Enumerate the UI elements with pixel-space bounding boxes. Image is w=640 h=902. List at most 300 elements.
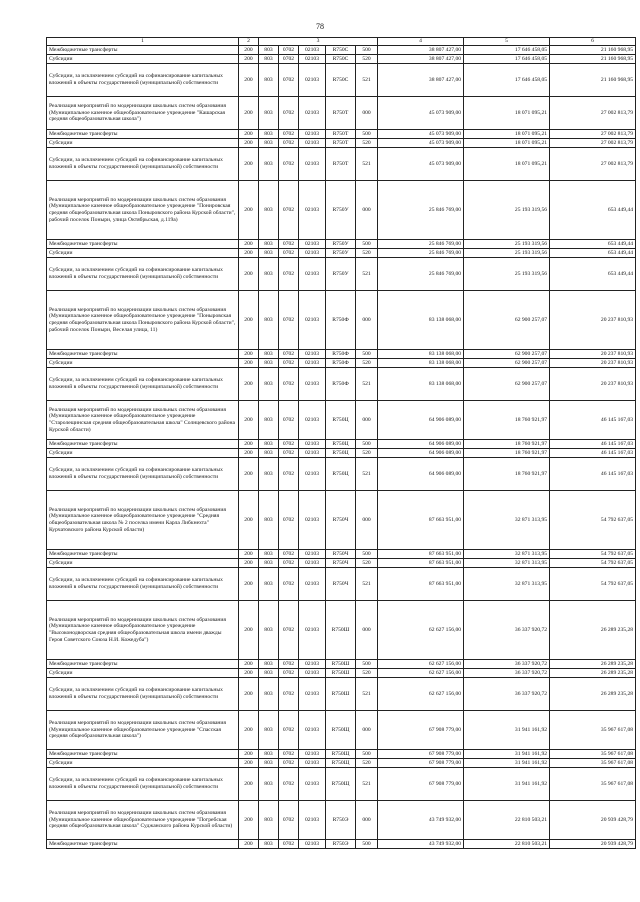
- amount-cell: 20 237 810,93: [550, 350, 636, 359]
- code-cell: 0702: [279, 55, 299, 64]
- amount-cell: 27 002 813,79: [550, 148, 636, 181]
- code-cell: 200: [239, 139, 259, 148]
- amount-cell: 46 145 167,03: [550, 401, 636, 440]
- amount-cell: 27 002 813,79: [550, 139, 636, 148]
- code-cell: 02103: [299, 759, 326, 768]
- code-cell: 0702: [279, 678, 299, 711]
- amount-cell: 35 967 617,08: [550, 759, 636, 768]
- code-cell: 02103: [299, 350, 326, 359]
- code-cell: 803: [259, 401, 279, 440]
- row-name-cell: Субсидии, за исключением субсидий на софинансирование капитальных вложений в объекты государственной (муниципальной) собственности: [47, 458, 239, 491]
- row-name-cell: Межбюджетные трансферты: [47, 660, 239, 669]
- code-cell: R750Ф: [326, 359, 356, 368]
- code-cell: R750Щ: [326, 750, 356, 759]
- code-cell: R750Э: [326, 801, 356, 840]
- amount-cell: 22 810 503,21: [464, 840, 550, 849]
- code-cell: 02103: [299, 249, 326, 258]
- amount-cell: 25 193 319,56: [464, 249, 550, 258]
- code-cell: R750Ф: [326, 291, 356, 350]
- row-name-cell: Межбюджетные трансферты: [47, 840, 239, 849]
- amount-cell: 46 145 167,03: [550, 449, 636, 458]
- code-cell: 0702: [279, 601, 299, 660]
- code-cell: 0702: [279, 440, 299, 449]
- code-cell: 200: [239, 660, 259, 669]
- row-name-cell: Субсидии, за исключением субсидий на софинансирование капитальных вложений в объекты государственной (муниципальной) собственности: [47, 148, 239, 181]
- code-cell: 803: [259, 46, 279, 55]
- code-cell: 520: [356, 669, 378, 678]
- amount-cell: 62 627 156,00: [378, 678, 464, 711]
- code-cell: 200: [239, 130, 259, 139]
- amount-cell: 64 906 089,00: [378, 401, 464, 440]
- code-cell: 02103: [299, 148, 326, 181]
- amount-cell: 62 627 156,00: [378, 601, 464, 660]
- amount-cell: 43 749 932,00: [378, 801, 464, 840]
- code-cell: 200: [239, 801, 259, 840]
- amount-cell: 21 160 968,95: [550, 55, 636, 64]
- code-cell: 02103: [299, 678, 326, 711]
- code-cell: 200: [239, 768, 259, 801]
- row-name-cell: Реализация мероприятий по модернизации школьных систем образования (Муниципальное казенное общеобразовательное учреждение "Средняя общеобразовательная школа № 2 поселка имени Карла Либкнехта" Курчатовского района Курской области): [47, 491, 239, 550]
- code-cell: 500: [356, 46, 378, 55]
- amount-cell: 67 908 779,00: [378, 711, 464, 750]
- code-cell: 0702: [279, 240, 299, 249]
- code-cell: 500: [356, 660, 378, 669]
- amount-cell: 653 449,44: [550, 181, 636, 240]
- amount-cell: 31 941 161,92: [464, 759, 550, 768]
- code-cell: 000: [356, 711, 378, 750]
- table-row: [47, 139, 636, 148]
- code-cell: 200: [239, 440, 259, 449]
- code-cell: R750Ш: [326, 601, 356, 660]
- code-cell: R750С: [326, 55, 356, 64]
- amount-cell: 62 627 156,00: [378, 660, 464, 669]
- table-row: [47, 55, 636, 64]
- row-name-cell: Межбюджетные трансферты: [47, 46, 239, 55]
- code-cell: 02103: [299, 491, 326, 550]
- amount-cell: 20 237 810,93: [550, 359, 636, 368]
- amount-cell: 38 807 427,00: [378, 64, 464, 97]
- amount-cell: 20 939 428,79: [550, 801, 636, 840]
- code-cell: 803: [259, 130, 279, 139]
- amount-cell: 18 071 095,21: [464, 130, 550, 139]
- amount-cell: 17 646 458,05: [464, 55, 550, 64]
- table-row: [47, 350, 636, 359]
- table-row: [47, 130, 636, 139]
- table-row: [47, 249, 636, 258]
- row-name-cell: Субсидии, за исключением субсидий на софинансирование капитальных вложений в объекты государственной (муниципальной) собственности: [47, 568, 239, 601]
- code-cell: 500: [356, 240, 378, 249]
- row-name-cell: Субсидии, за исключением субсидий на софинансирование капитальных вложений в объекты государственной (муниципальной) собственности: [47, 258, 239, 291]
- amount-cell: 62 900 257,07: [464, 359, 550, 368]
- header-cell: 2: [239, 38, 259, 46]
- code-cell: 520: [356, 139, 378, 148]
- code-cell: 000: [356, 401, 378, 440]
- row-name-cell: Межбюджетные трансферты: [47, 550, 239, 559]
- table-row: [47, 559, 636, 568]
- code-cell: 02103: [299, 768, 326, 801]
- amount-cell: 653 449,44: [550, 240, 636, 249]
- code-cell: 02103: [299, 97, 326, 130]
- amount-cell: 20 237 810,93: [550, 368, 636, 401]
- code-cell: 0702: [279, 750, 299, 759]
- row-name-cell: Реализация мероприятий по модернизации школьных систем образования (Муниципальное казенное общеобразовательное учреждение "Погребская средняя общеобразовательная школа" Суджанского района Курской области): [47, 801, 239, 840]
- code-cell: 520: [356, 55, 378, 64]
- code-cell: 520: [356, 449, 378, 458]
- code-cell: 0702: [279, 840, 299, 849]
- row-name-cell: Субсидии: [47, 559, 239, 568]
- code-cell: 000: [356, 491, 378, 550]
- amount-cell: 26 289 235,28: [550, 669, 636, 678]
- table-header-row: [47, 38, 636, 46]
- code-cell: 500: [356, 350, 378, 359]
- code-cell: R750У: [326, 258, 356, 291]
- code-cell: 803: [259, 291, 279, 350]
- code-cell: 02103: [299, 258, 326, 291]
- code-cell: 02103: [299, 440, 326, 449]
- code-cell: R750Т: [326, 97, 356, 130]
- row-name-cell: Межбюджетные трансферты: [47, 240, 239, 249]
- table-row: [47, 46, 636, 55]
- code-cell: 200: [239, 240, 259, 249]
- code-cell: 803: [259, 449, 279, 458]
- code-cell: 000: [356, 291, 378, 350]
- code-cell: R750Щ: [326, 768, 356, 801]
- amount-cell: 18 760 921,97: [464, 449, 550, 458]
- code-cell: 02103: [299, 458, 326, 491]
- code-cell: 200: [239, 401, 259, 440]
- code-cell: 0702: [279, 359, 299, 368]
- code-cell: 803: [259, 768, 279, 801]
- code-cell: 02103: [299, 401, 326, 440]
- amount-cell: 32 871 313,95: [464, 559, 550, 568]
- amount-cell: 35 967 617,08: [550, 750, 636, 759]
- code-cell: 0702: [279, 711, 299, 750]
- code-cell: 521: [356, 568, 378, 601]
- amount-cell: 653 449,44: [550, 249, 636, 258]
- code-cell: 200: [239, 258, 259, 291]
- row-name-cell: Субсидии, за исключением субсидий на софинансирование капитальных вложений в объекты государственной (муниципальной) собственности: [47, 368, 239, 401]
- code-cell: R750Щ: [326, 759, 356, 768]
- amount-cell: 62 627 156,00: [378, 669, 464, 678]
- code-cell: 0702: [279, 458, 299, 491]
- code-cell: 200: [239, 291, 259, 350]
- table-row: [47, 458, 636, 491]
- amount-cell: 35 967 617,08: [550, 768, 636, 801]
- code-cell: 500: [356, 840, 378, 849]
- amount-cell: 54 792 637,05: [550, 550, 636, 559]
- code-cell: 200: [239, 350, 259, 359]
- code-cell: 803: [259, 801, 279, 840]
- code-cell: 200: [239, 491, 259, 550]
- code-cell: 200: [239, 750, 259, 759]
- code-cell: 02103: [299, 139, 326, 148]
- amount-cell: 25 846 769,00: [378, 258, 464, 291]
- code-cell: R750Ш: [326, 678, 356, 711]
- amount-cell: 45 073 909,00: [378, 148, 464, 181]
- code-cell: 02103: [299, 750, 326, 759]
- amount-cell: 32 871 313,95: [464, 550, 550, 559]
- code-cell: 0702: [279, 46, 299, 55]
- amount-cell: 27 002 813,79: [550, 97, 636, 130]
- row-name-cell: Межбюджетные трансферты: [47, 130, 239, 139]
- amount-cell: 31 941 161,92: [464, 711, 550, 750]
- code-cell: R750Ц: [326, 449, 356, 458]
- row-name-cell: Реализация мероприятий по модернизации школьных систем образования (Муниципальное казенное общеобразовательное учреждение "Высоконодворская средняя общеобразовательная школа имени дважды Героя Советского Союза Н.И. Кожедуба"): [47, 601, 239, 660]
- amount-cell: 26 289 235,28: [550, 660, 636, 669]
- code-cell: 02103: [299, 601, 326, 660]
- table-row: [47, 258, 636, 291]
- table-row: [47, 401, 636, 440]
- table-row: [47, 768, 636, 801]
- code-cell: 803: [259, 368, 279, 401]
- code-cell: 803: [259, 350, 279, 359]
- code-cell: 803: [259, 359, 279, 368]
- row-name-cell: Субсидии: [47, 359, 239, 368]
- amount-cell: 36 337 920,72: [464, 601, 550, 660]
- code-cell: 500: [356, 440, 378, 449]
- header-cell: 5: [464, 38, 550, 46]
- amount-cell: 20 939 428,79: [550, 840, 636, 849]
- code-cell: 200: [239, 249, 259, 258]
- table-row: [47, 440, 636, 449]
- code-cell: 0702: [279, 660, 299, 669]
- table-row: [47, 359, 636, 368]
- amount-cell: 54 792 637,05: [550, 568, 636, 601]
- code-cell: 0702: [279, 559, 299, 568]
- amount-cell: 67 908 779,00: [378, 759, 464, 768]
- code-cell: 803: [259, 139, 279, 148]
- amount-cell: 38 807 427,00: [378, 46, 464, 55]
- code-cell: 200: [239, 840, 259, 849]
- amount-cell: 21 160 968,95: [550, 64, 636, 97]
- code-cell: 521: [356, 148, 378, 181]
- code-cell: 0702: [279, 249, 299, 258]
- code-cell: 0702: [279, 368, 299, 401]
- code-cell: 02103: [299, 240, 326, 249]
- code-cell: R750Ш: [326, 660, 356, 669]
- code-cell: 0702: [279, 768, 299, 801]
- row-name-cell: Реализация мероприятий по модернизации школьных систем образования (Муниципальное казенное общеобразовательное учреждение "Старолещинская средняя общеобразовательная школа" Солнцевского района Курской области): [47, 401, 239, 440]
- code-cell: 0702: [279, 449, 299, 458]
- code-cell: R750Т: [326, 148, 356, 181]
- code-cell: 02103: [299, 559, 326, 568]
- code-cell: 200: [239, 711, 259, 750]
- amount-cell: 18 071 095,21: [464, 148, 550, 181]
- code-cell: 0702: [279, 258, 299, 291]
- amount-cell: 64 906 089,00: [378, 440, 464, 449]
- row-name-cell: Межбюджетные трансферты: [47, 750, 239, 759]
- code-cell: 02103: [299, 840, 326, 849]
- amount-cell: 25 846 769,00: [378, 181, 464, 240]
- table-row: [47, 759, 636, 768]
- row-name-cell: Субсидии: [47, 449, 239, 458]
- table-row: [47, 491, 636, 550]
- code-cell: 200: [239, 64, 259, 97]
- code-cell: 200: [239, 759, 259, 768]
- code-cell: R750Ч: [326, 491, 356, 550]
- amount-cell: 46 145 167,03: [550, 440, 636, 449]
- amount-cell: 83 138 068,00: [378, 368, 464, 401]
- code-cell: R750Т: [326, 130, 356, 139]
- code-cell: 02103: [299, 368, 326, 401]
- code-cell: R750Ш: [326, 669, 356, 678]
- table-row: [47, 291, 636, 350]
- code-cell: 000: [356, 801, 378, 840]
- code-cell: 521: [356, 64, 378, 97]
- code-cell: 0702: [279, 568, 299, 601]
- row-name-cell: Реализация мероприятий по модернизации школьных систем образования (Муниципальное казенное общеобразовательное учреждение "Спасская средняя общеобразовательная школа"): [47, 711, 239, 750]
- code-cell: R750Э: [326, 840, 356, 849]
- code-cell: 02103: [299, 568, 326, 601]
- code-cell: 02103: [299, 55, 326, 64]
- code-cell: 803: [259, 660, 279, 669]
- row-name-cell: Субсидии: [47, 669, 239, 678]
- amount-cell: 31 941 161,92: [464, 750, 550, 759]
- amount-cell: 32 871 313,95: [464, 568, 550, 601]
- amount-cell: 87 663 951,00: [378, 559, 464, 568]
- code-cell: 0702: [279, 148, 299, 181]
- code-cell: 803: [259, 64, 279, 97]
- code-cell: 02103: [299, 801, 326, 840]
- code-cell: 803: [259, 678, 279, 711]
- code-cell: 803: [259, 559, 279, 568]
- code-cell: 803: [259, 550, 279, 559]
- code-cell: 803: [259, 840, 279, 849]
- amount-cell: 36 337 920,72: [464, 660, 550, 669]
- code-cell: 000: [356, 181, 378, 240]
- amount-cell: 25 193 319,56: [464, 240, 550, 249]
- amount-cell: 83 138 068,00: [378, 359, 464, 368]
- code-cell: R750С: [326, 46, 356, 55]
- code-cell: 02103: [299, 130, 326, 139]
- code-cell: 0702: [279, 801, 299, 840]
- amount-cell: 20 237 810,93: [550, 291, 636, 350]
- amount-cell: 18 760 921,97: [464, 458, 550, 491]
- code-cell: 200: [239, 368, 259, 401]
- amount-cell: 36 337 920,72: [464, 678, 550, 711]
- code-cell: 0702: [279, 759, 299, 768]
- table-row: [47, 368, 636, 401]
- code-cell: 803: [259, 601, 279, 660]
- amount-cell: 27 002 813,79: [550, 130, 636, 139]
- amount-cell: 25 846 769,00: [378, 240, 464, 249]
- amount-cell: 67 908 779,00: [378, 768, 464, 801]
- code-cell: 200: [239, 550, 259, 559]
- code-cell: R750Ч: [326, 550, 356, 559]
- table-row: [47, 181, 636, 240]
- amount-cell: 22 810 503,21: [464, 801, 550, 840]
- code-cell: 02103: [299, 64, 326, 97]
- amount-cell: 25 193 319,56: [464, 181, 550, 240]
- code-cell: 000: [356, 601, 378, 660]
- code-cell: R750У: [326, 240, 356, 249]
- code-cell: 0702: [279, 350, 299, 359]
- table-row: [47, 240, 636, 249]
- amount-cell: 64 906 089,00: [378, 449, 464, 458]
- table-row: [47, 801, 636, 840]
- amount-cell: 17 646 458,05: [464, 64, 550, 97]
- code-cell: 0702: [279, 97, 299, 130]
- table-row: [47, 711, 636, 750]
- row-name-cell: Реализация мероприятий по модернизации школьных систем образования (Муниципальное казенное общеобразовательное учреждение "Поныровская средняя общеобразовательная школа Поныровского района Курской области", рабочий поселок Поныри, Веселая улица, 11): [47, 291, 239, 350]
- code-cell: 200: [239, 148, 259, 181]
- row-name-cell: Субсидии, за исключением субсидий на софинансирование капитальных вложений в объекты государственной (муниципальной) собственности: [47, 64, 239, 97]
- code-cell: 200: [239, 181, 259, 240]
- amount-cell: 54 792 637,05: [550, 559, 636, 568]
- code-cell: R750У: [326, 249, 356, 258]
- code-cell: 803: [259, 491, 279, 550]
- row-name-cell: Субсидии: [47, 55, 239, 64]
- row-name-cell: Субсидии: [47, 759, 239, 768]
- code-cell: 000: [356, 97, 378, 130]
- amount-cell: 43 749 932,00: [378, 840, 464, 849]
- code-cell: R750Ц: [326, 401, 356, 440]
- code-cell: 200: [239, 55, 259, 64]
- code-cell: 200: [239, 97, 259, 130]
- amount-cell: 18 071 095,21: [464, 97, 550, 130]
- amount-cell: 87 663 951,00: [378, 550, 464, 559]
- amount-cell: 62 900 257,07: [464, 350, 550, 359]
- code-cell: 520: [356, 759, 378, 768]
- code-cell: 0702: [279, 139, 299, 148]
- row-name-cell: Межбюджетные трансферты: [47, 440, 239, 449]
- code-cell: 0702: [279, 291, 299, 350]
- amount-cell: 36 337 920,72: [464, 669, 550, 678]
- table-row: [47, 660, 636, 669]
- code-cell: 803: [259, 258, 279, 291]
- amount-cell: 67 908 779,00: [378, 750, 464, 759]
- amount-cell: 26 289 235,28: [550, 601, 636, 660]
- code-cell: 803: [259, 249, 279, 258]
- budget-table: [46, 37, 636, 849]
- row-name-cell: Реализация мероприятий по модернизации школьных систем образования (Муниципальное казенное общеобразовательное учреждение "Кашарская средняя общеобразовательная школа"): [47, 97, 239, 130]
- code-cell: 0702: [279, 491, 299, 550]
- table-row: [47, 64, 636, 97]
- row-name-cell: Субсидии, за исключением субсидий на софинансирование капитальных вложений в объекты государственной (муниципальной) собственности: [47, 768, 239, 801]
- code-cell: 200: [239, 559, 259, 568]
- code-cell: 02103: [299, 46, 326, 55]
- code-cell: 200: [239, 449, 259, 458]
- code-cell: R750Ф: [326, 350, 356, 359]
- code-cell: R750У: [326, 181, 356, 240]
- code-cell: R750Ц: [326, 458, 356, 491]
- header-cell: 6: [550, 38, 636, 46]
- table-row: [47, 678, 636, 711]
- header-cell: 4: [378, 38, 464, 46]
- code-cell: 0702: [279, 130, 299, 139]
- code-cell: 521: [356, 768, 378, 801]
- code-cell: 803: [259, 568, 279, 601]
- amount-cell: 32 871 313,95: [464, 491, 550, 550]
- code-cell: 803: [259, 55, 279, 64]
- code-cell: 02103: [299, 359, 326, 368]
- amount-cell: 31 941 161,92: [464, 768, 550, 801]
- amount-cell: 87 663 951,00: [378, 491, 464, 550]
- table-row: [47, 568, 636, 601]
- code-cell: R750Ф: [326, 368, 356, 401]
- code-cell: 803: [259, 97, 279, 130]
- code-cell: R750Ц: [326, 440, 356, 449]
- table-row: [47, 449, 636, 458]
- code-cell: 500: [356, 750, 378, 759]
- amount-cell: 64 906 089,00: [378, 458, 464, 491]
- amount-cell: 25 846 769,00: [378, 249, 464, 258]
- table-row: [47, 97, 636, 130]
- code-cell: R750Т: [326, 139, 356, 148]
- code-cell: 02103: [299, 550, 326, 559]
- amount-cell: 18 071 095,21: [464, 139, 550, 148]
- code-cell: 500: [356, 130, 378, 139]
